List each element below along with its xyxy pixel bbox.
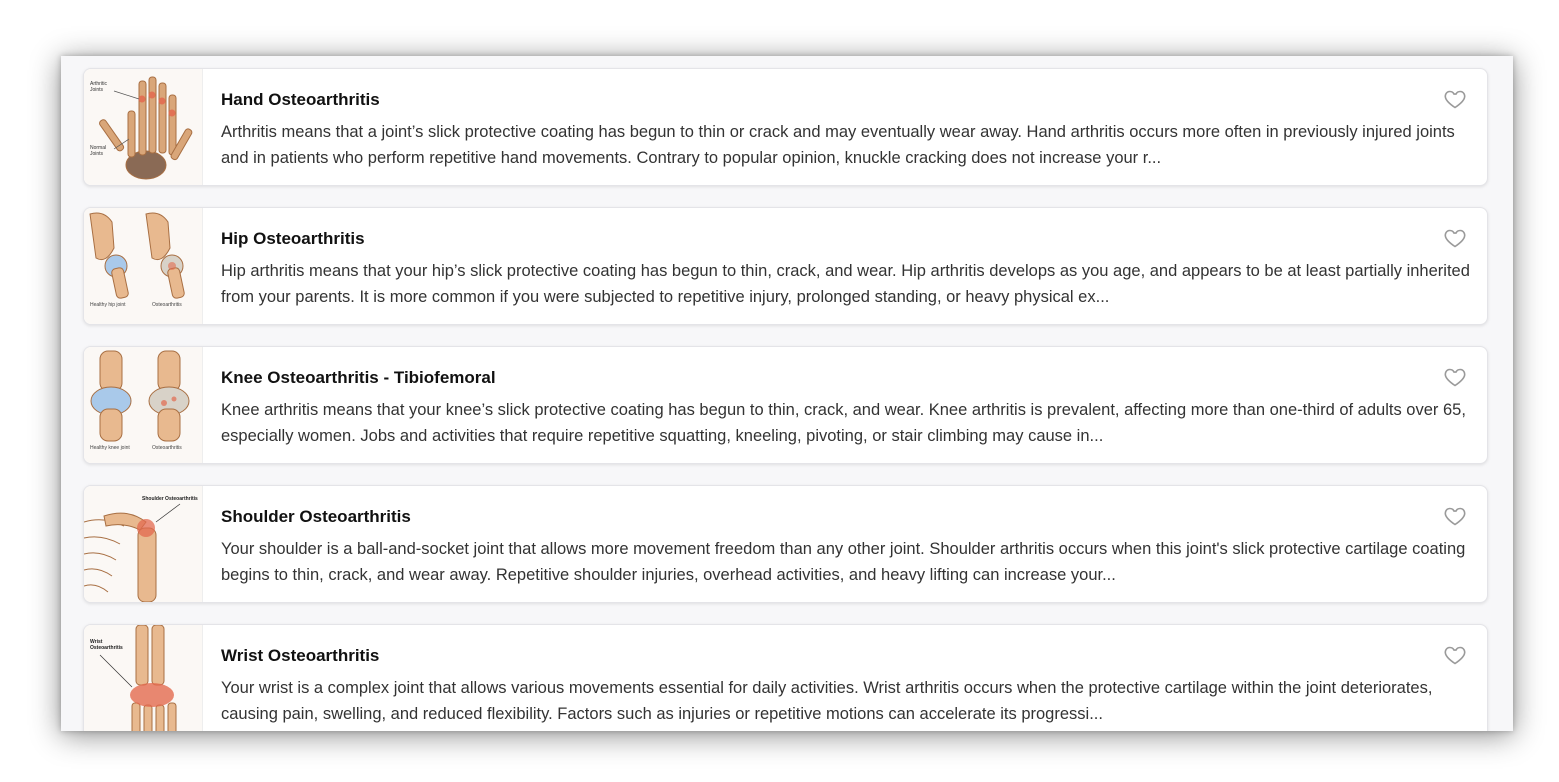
condition-title[interactable]: Wrist Osteoarthritis: [221, 646, 380, 665]
condition-title[interactable]: Knee Osteoarthritis - Tibiofemoral: [221, 368, 496, 387]
condition-title[interactable]: Shoulder Osteoarthritis: [221, 507, 411, 526]
image-label-shoulder: Shoulder Osteoarthritis: [142, 496, 198, 502]
favorite-button[interactable]: [1443, 365, 1467, 389]
favorite-button[interactable]: [1443, 87, 1467, 111]
condition-title[interactable]: Hip Osteoarthritis: [221, 229, 365, 248]
app-window: [61, 56, 1513, 731]
condition-title[interactable]: Hand Osteoarthritis: [221, 90, 380, 109]
condition-description: Arthritis means that a joint’s slick protective coating has begun to thin or crack and may eventually wear away. Hand arthritis occurs more often in previously injured joints and in patients who perform repetitive hand movements. Contrary to popular opinion, knuckle cracking does not increase your r...: [221, 123, 1455, 167]
favorite-button[interactable]: [1443, 643, 1467, 667]
condition-description: Knee arthritis means that your knee’s slick protective coating has begun to thin, crack, and wear. Knee arthritis is prevalent, affecting more than one-third of adults over 65, especially women. Jobs and activities that require repetitive squatting, kneeling, pivoting, or stair climbing may cause in...: [221, 401, 1466, 445]
heart-outline-icon: [1443, 504, 1467, 528]
heart-outline-icon: [1443, 643, 1467, 667]
condition-list: [83, 68, 1488, 731]
favorite-button[interactable]: [1443, 226, 1467, 250]
condition-description: Your shoulder is a ball-and-socket joint that allows more movement freedom than any other joint. Shoulder arthritis occurs when this joint's slick protective cartilage coating begins to thin, crack, and wear away. Repetitive shoulder injuries, overhead activities, and heavy lifting can increase your...: [221, 540, 1466, 584]
image-label-osteo: Osteoarthritis: [152, 302, 182, 308]
condition-card-hand[interactable]: [83, 68, 1488, 186]
hip-osteoarthritis-image: [84, 208, 203, 324]
knee-osteoarthritis-image: [84, 347, 203, 463]
heart-outline-icon: [1443, 87, 1467, 111]
heart-outline-icon: [1443, 226, 1467, 250]
condition-card-wrist[interactable]: [83, 624, 1488, 731]
image-label-normal: Normal Joints: [90, 145, 107, 157]
shoulder-joint-illustration: [84, 486, 202, 602]
image-label-arthritic: Arthritic Joints: [90, 81, 107, 93]
condition-description: Hip arthritis means that your hip’s slick protective coating has begun to thin, crack, and wear. Hip arthritis develops as you age, and appears to be at least partially inherited from your parents. It is more common if you were subjected to repetitive injury, prolonged standing, or heavy physical ex...: [221, 262, 1470, 306]
image-label-healthy: Healthy hip joint: [90, 302, 126, 308]
condition-card-shoulder[interactable]: [83, 485, 1488, 603]
heart-outline-icon: [1443, 365, 1467, 389]
favorite-button[interactable]: [1443, 504, 1467, 528]
image-label-osteo: Osteoarthritis: [152, 445, 182, 451]
image-label-wrist: Wrist Osteoarthritis: [90, 639, 123, 651]
condition-card-knee[interactable]: [83, 346, 1488, 464]
condition-card-hip[interactable]: [83, 207, 1488, 325]
image-label-healthy: Healthy knee joint: [90, 445, 130, 451]
condition-description: Your wrist is a complex joint that allows various movements essential for daily activities. Wrist arthritis occurs when the protective cartilage within the joint deteriorates, causing pain, swelling, and reduced flexibility. Factors such as injuries or repetitive motions can accelerate its progressi...: [221, 679, 1433, 723]
hand-osteoarthritis-image: [84, 69, 203, 185]
wrist-osteoarthritis-image: [84, 625, 203, 731]
shoulder-osteoarthritis-image: [84, 486, 203, 602]
